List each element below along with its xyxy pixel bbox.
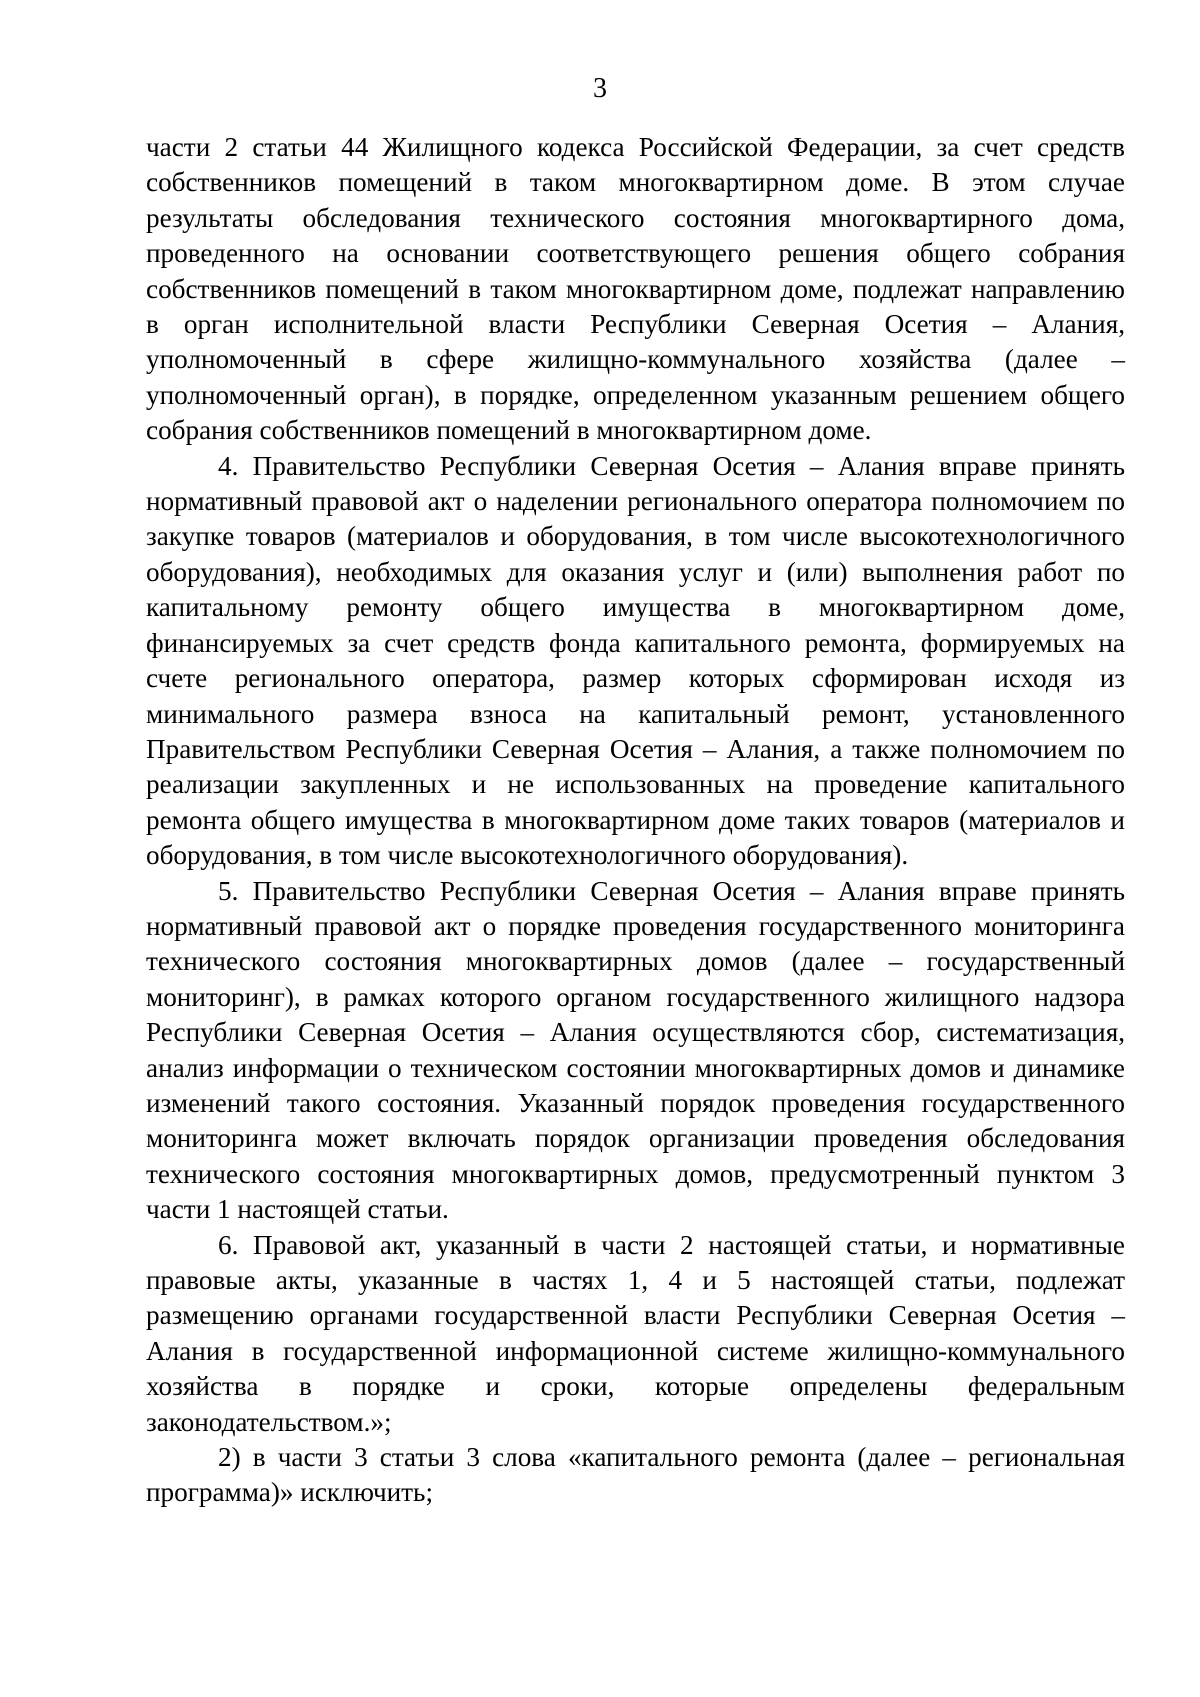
page-number: 3 [593,73,607,104]
paragraph-item-4: 4. Правительство Республики Северная Осетия – Алания вправе принять нормативный правовой акт о наделении регионального оператора полномочием по закупке товаров (материалов и оборудования, в том числе высокотехнологичного оборудования), необходимых для оказания услуг и (или) выполнения работ по капитальному ремонту общего имущества в многоквартирном доме, финансируемых за счет средств фонда капитального ремонта, формируемых на счете регионального оператора, размер которых сформирован исходя из минимального размера взноса на капитальный ремонт, установленного Правительством Республики Северная Осетия – Алания, а также полномочием по реализации закупленных и не использованных на проведение капитального ремонта общего имущества в многоквартирном доме таких товаров (материалов и оборудования, в том числе высокотехнологичного оборудования). [146,450,1125,871]
paragraph-continuation: части 2 статьи 44 Жилищного кодекса Российской Федерации, за счет средств собственников помещений в таком многоквартирном доме. В этом случае результаты обследования технического состояния многоквартирного дома, проведенного на основании соответствующего решения общего собрания собственников помещений в таком многоквартирном доме, подлежат направлению в орган исполнительной власти Республики Северная Осетия – Алания, уполномоченный в сфере жилищно-коммунального хозяйства (далее – уполномоченный орган), в порядке, определенном указанным решением общего собрания собственников помещений в многоквартирном доме. [146,132,1125,446]
document-body [146,130,1125,1511]
paragraph-item-5: 5. Правительство Республики Северная Осетия – Алания вправе принять нормативный правовой акт о порядке проведения государственного мониторинга технического состояния многоквартирных домов (далее – государственный мониторинг), в рамках которого органом государственного жилищного надзора Республики Северная Осетия – Алания осуществляются сбор, систематизация, анализ информации о техническом состоянии многоквартирных домов и динамике изменений такого состояния. Указанный порядок проведения государственного мониторинга может включать порядок организации проведения обследования технического состояния многоквартирных домов, предусмотренный пунктом 3 части 1 настоящей статьи. [146,875,1125,1225]
paragraph-amendment-2: 2) в части 3 статьи 3 слова «капитального ремонта (далее – региональная программа)» исключить; [146,1442,1125,1508]
paragraph-item-6: 6. Правовой акт, указанный в части 2 настоящей статьи, и нормативные правовые акты, указанные в частях 1, 4 и 5 настоящей статьи, подлежат размещению органами государственной власти Республики Северная Осетия – Алания в государственной информационной системе жилищно-коммунального хозяйства в порядке и сроки, которые определены федеральным законодательством.»; [146,1229,1125,1437]
